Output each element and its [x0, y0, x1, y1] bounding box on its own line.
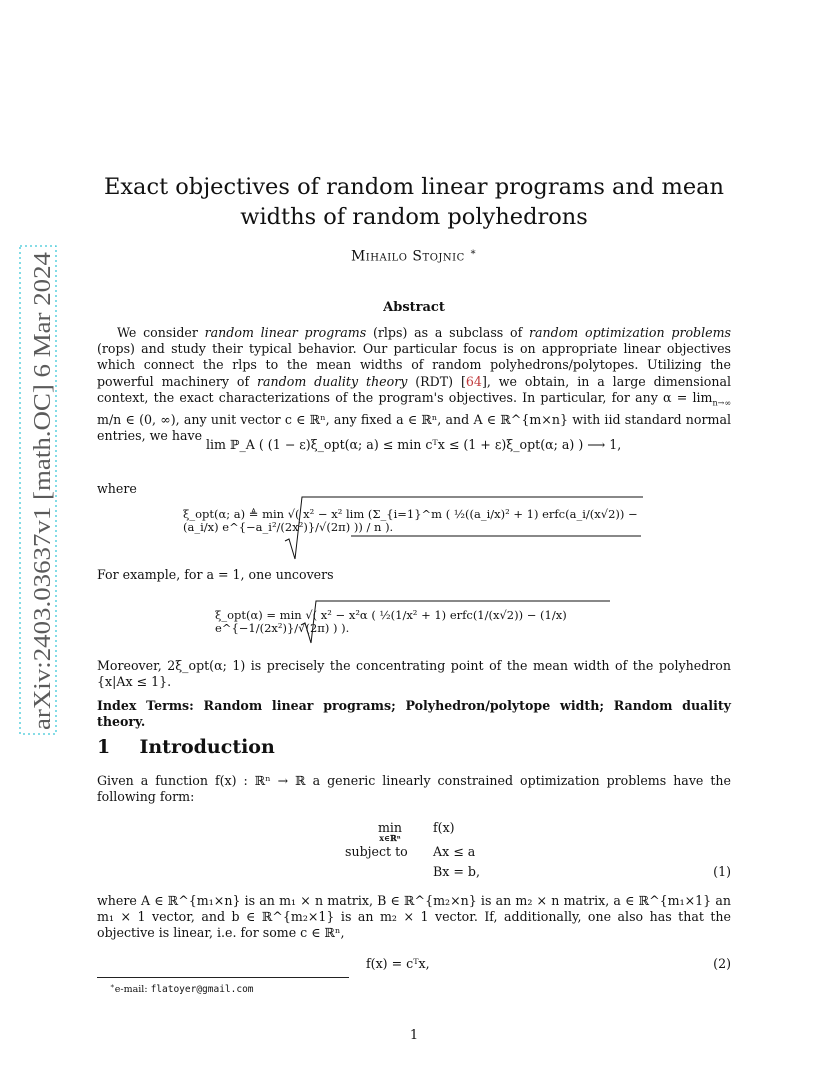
moreover-text: Moreover, 2ξ_opt(α; 1) is precisely the concentrating point of the mean width of the polyhedron {x|Ax ≤ 1}.: [97, 658, 731, 690]
section-number: 1: [97, 736, 111, 758]
constraint-eq: Bx = b,: [433, 864, 480, 879]
footnote-label: e-mail:: [114, 984, 151, 996]
footnote-email[interactable]: flatoyer@gmail.com: [150, 984, 254, 996]
equation-xi-opt: ξ_opt(α; a) ≜ min √( x² − x² lim (Σ_{i=1}^m ( ½((a_i/x)² + 1) erfc(a_i/(x√2)) − (a_i/x) e^{−a_i²/(2x²)}/√(2π) )) / n ).: [183, 493, 663, 563]
constraint-ineq: Ax ≤ a: [433, 844, 476, 859]
where-label: where: [97, 481, 137, 496]
footnote-mark: ∗: [110, 982, 115, 990]
author-footnote-mark: ∗: [469, 247, 478, 258]
equation-probability: lim ℙ_A ( (1 − ε)ξ_opt(α; a) ≤ min cᵀx ≤ (1 + ε)ξ_opt(α; a) ) ⟶ 1,: [206, 437, 622, 452]
intro-paragraph-1: Given a function f(x) : ℝⁿ → ℝ a generic linearly constrained optimization problems have the following form:: [97, 773, 731, 805]
arxiv-id: arXiv:2403.03637v1 [math.OC] 6 Mar 2024: [30, 303, 56, 730]
opt-min-sub: x∈ℝⁿ: [379, 833, 401, 843]
section-heading: [97, 736, 275, 758]
citation-link[interactable]: 64: [465, 373, 482, 389]
equation-number-1: (1): [713, 864, 731, 879]
page-number: 1: [409, 1028, 419, 1043]
author: [0, 247, 828, 265]
intro-paragraph-2: where A ∈ ℝ^{m₁×n} is an m₁ × n matrix, B ∈ ℝ^{m₂×n} is an m₂ × n matrix, a ∈ ℝ^{m₁×1} an m₁ × 1 vector, and b ∈ ℝ^{m₂×1} is an m₂ × 1 vector. If, additionally, one also has that the objective is linear, i.e. for some c ∈ ℝⁿ,: [97, 893, 731, 941]
index-terms: Index Terms: Random linear programs; Polyhedron/polytope width; Random duality theory.: [97, 698, 731, 730]
example-text: For example, for a = 1, one uncovers: [97, 567, 334, 582]
paper-title: Exact objectives of random linear programs and mean widths of random polyhedrons: [103, 174, 725, 230]
footnote: [110, 982, 254, 995]
author-name: Mihailo Stojnic: [350, 248, 465, 265]
abstract-heading: Abstract: [383, 300, 445, 315]
abstract-text: We consider random linear programs (rlps) as a subclass of random optimization problems (rops) and study their typical behavior. Our particular focus is on appropriate linear objectives which connect the rlps to the mean widths of random polyhedrons/polytopes. Utilizing the powerful machinery of random duality theory (RDT) [64], we obtain, in a large dimensional context, the exact characterizations of the program's objectives. In particular, for any $\alpha = \lim_{n\to\infty} m/n$ ∈ (0, ∞), any unit vector c ∈ ℝⁿ, any fixed a ∈ ℝⁿ, and A ∈ ℝ^{m×n} with iid standard normal entries, we have: [97, 325, 731, 443]
opt-objective: f(x): [433, 820, 455, 835]
subject-to: subject to: [345, 844, 408, 859]
footnote-rule: [97, 977, 349, 978]
equation-xi-opt-example: ξ_opt(α) = min √( x² − x²α ( ½(1/x² + 1) erfc(1/(x√2)) − (1/x) e^{−1/(2x²)}/√(2π) ) ).: [215, 597, 615, 647]
opt-min: min: [377, 820, 403, 835]
equation-number-2: (2): [713, 956, 731, 971]
equation-linear-objective: f(x) = cᵀx,: [366, 956, 430, 971]
arxiv-stamp: [8, 240, 64, 740]
section-title: Introduction: [139, 736, 275, 758]
